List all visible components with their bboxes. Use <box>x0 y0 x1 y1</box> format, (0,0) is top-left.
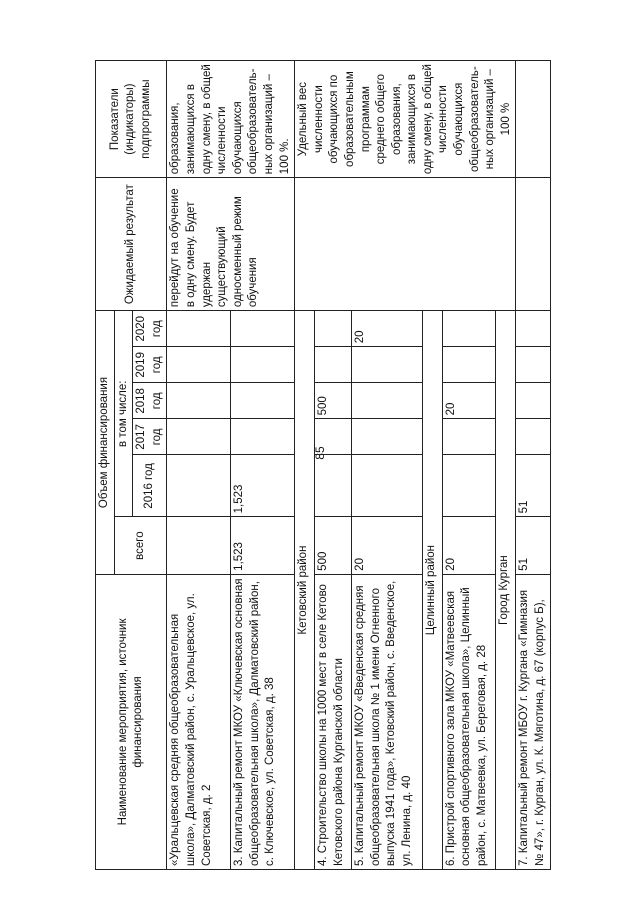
header-2020: 2020 год <box>133 311 167 347</box>
row-2017 <box>315 419 352 455</box>
row-2016: 1,523 <box>231 455 295 517</box>
row-2020: 20 <box>352 311 423 347</box>
row-name: 5. Капитальный ремонт МКОУ «Введенская средняя общеобразовательная школа № 1 имени Огненного выпуска 1941 года», Кетовский район, с. Введенское, ул. Ленина, д. 40 <box>352 574 423 869</box>
row-2016 <box>442 455 496 517</box>
row-2020 <box>315 311 352 347</box>
header-2018: 2018 год <box>133 383 167 419</box>
header-result: Ожидаемый результат <box>96 178 167 311</box>
row-name: 4. Строительство школы на 1000 мест в селе Кетово Кетовского района Курганской области <box>315 574 352 869</box>
page-number: 85 <box>313 446 327 460</box>
row-total: 20 <box>442 517 496 574</box>
row-2018 <box>231 383 295 419</box>
row-name: 7. Капитальный ремонт МБОУ г. Кургана «Гимназия № 47», г. Курган, ул. К. Мяготина, д. 67 (корпус Б), <box>516 574 550 869</box>
row-2016 <box>315 455 352 517</box>
row-2016 <box>352 455 423 517</box>
row-2018: 500 <box>315 383 352 419</box>
financing-table <box>95 60 551 870</box>
expected-result: перейдут на обучение в одну смену. Будет удержан существующий односменный режим обучения <box>167 178 295 311</box>
row-total: 1,523 <box>231 517 295 574</box>
row-total: 500 <box>315 517 352 574</box>
row-name: 3. Капитальный ремонт МКОУ «Ключевская основная общеобразовательная школа», Далматовский район, с. Ключевское, ул. Советская, д. 38 <box>231 574 295 869</box>
row-2019 <box>516 347 550 383</box>
row-2017 <box>516 419 550 455</box>
header-indicators: Показатели (индикаторы) подпрограммы <box>96 61 167 178</box>
row-total <box>167 517 231 574</box>
table-row <box>516 61 550 870</box>
header-name: Наименование мероприятия, источник финансирования <box>96 574 167 869</box>
region-row <box>295 61 315 870</box>
indicator-empty <box>516 61 550 178</box>
rotated-table-container <box>95 60 547 870</box>
row-2017 <box>442 419 496 455</box>
row-2019 <box>352 347 423 383</box>
row-2017 <box>167 419 231 455</box>
header-2017: 2017 год <box>133 419 167 455</box>
row-2017 <box>231 419 295 455</box>
row-2019 <box>167 347 231 383</box>
row-name: 6. Пристрой спортивного зала МКОУ «Матвеевская основная общеобразовательная школа», Целинный район, с. Матвеевка, ул. Береговая, д. 28 <box>442 574 496 869</box>
header-total: всего <box>114 517 167 574</box>
row-name: «Уральцевская средняя общеобразовательная школа», Далматовский район, с. Уральцевское, ул. Советская, д. 2 <box>167 574 231 869</box>
region-kurgan: Город Курган <box>496 311 516 870</box>
region-tselinny: Целинный район <box>422 311 442 870</box>
table-row <box>167 61 231 870</box>
row-2020 <box>167 311 231 347</box>
header-volume: Объем финансирования <box>96 311 115 575</box>
expected-result-empty <box>516 178 550 311</box>
row-2019 <box>442 347 496 383</box>
row-2018: 20 <box>442 383 496 419</box>
row-2016: 51 <box>516 455 550 517</box>
row-2020 <box>442 311 496 347</box>
expected-result-empty <box>295 178 516 311</box>
row-total: 20 <box>352 517 423 574</box>
row-2016 <box>167 455 231 517</box>
row-2019 <box>231 347 295 383</box>
indicator-text: образования, занимающихся в одну смену, в общей численности обучающихся общеобразователь-ных организаций – 100 %. <box>167 61 295 178</box>
row-total: 51 <box>516 517 550 574</box>
header-2019: 2019 год <box>133 347 167 383</box>
row-2018 <box>352 383 423 419</box>
region-ketovo: Кетовский район <box>295 311 315 870</box>
row-2017 <box>352 419 423 455</box>
header-in-that-number: в том числе: <box>114 311 133 517</box>
row-2020 <box>516 311 550 347</box>
row-2018 <box>516 383 550 419</box>
indicator-text: Удельный вес численности обучающихся по образовательным программам среднего общего образования, занимающихся в одну смену, в общей численности обучающихся общеобразователь-ных организаций – 100 % <box>295 61 516 178</box>
row-2018 <box>167 383 231 419</box>
row-2020 <box>231 311 295 347</box>
row-2019 <box>315 347 352 383</box>
header-2016: 2016 год <box>133 455 167 517</box>
